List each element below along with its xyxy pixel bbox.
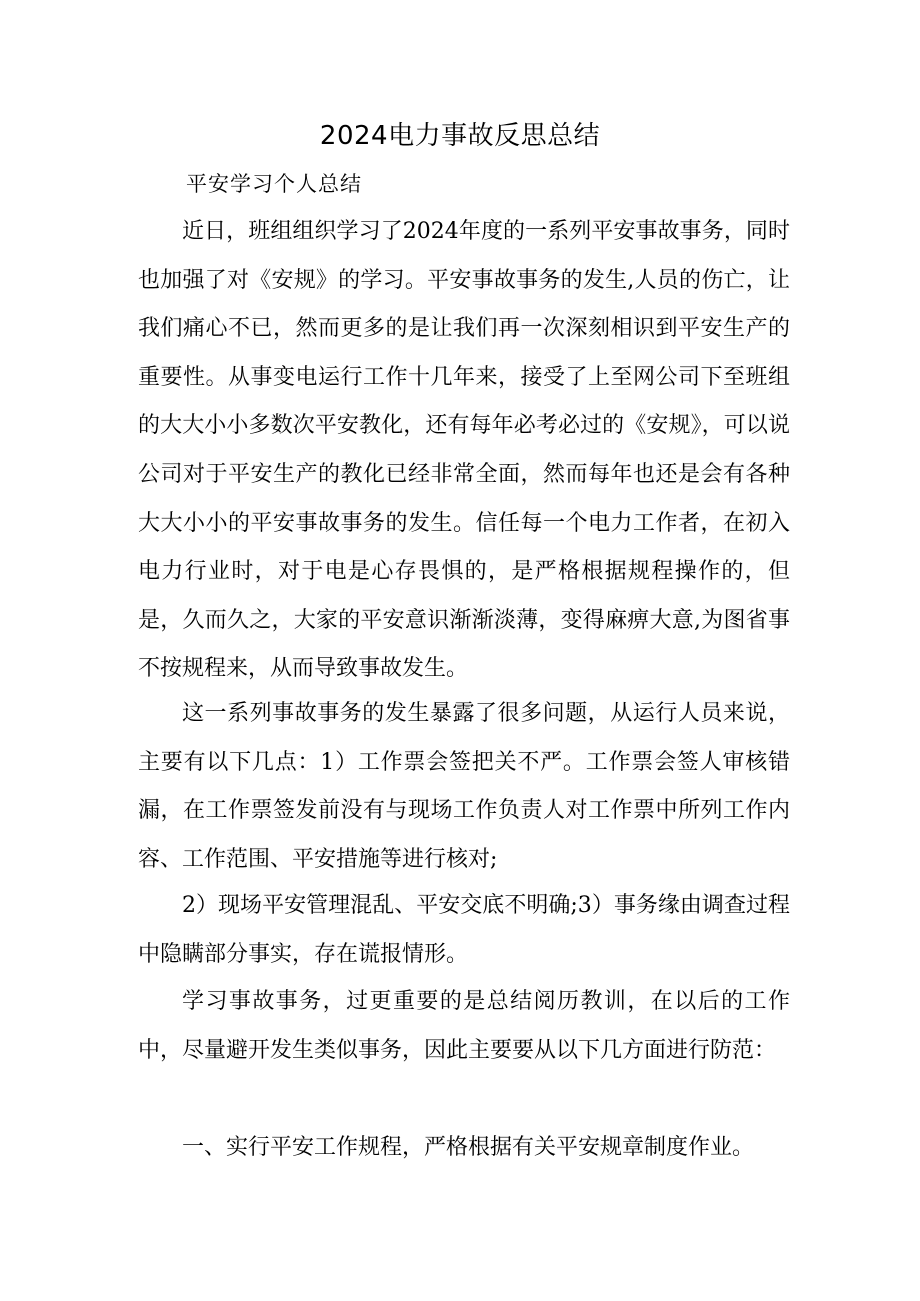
paragraph-5: 一、实行平安工作规程，严格根据有关平安规章制度作业。 bbox=[182, 1135, 755, 1160]
paragraph-1: 近日，班组组织学习了2024年度的一系列平安事故事务，同时也加强了对《安规》的学习。平安事故事务的发生,人员的伤亡，让我们痛心不已，然而更多的是让我们再一次深刻相识到平安生产的重要性。从事变电运行工作十几年来，接受了上至网公司下至班组的大大小小多数次平安教化，还有每年必考必过的《安规》，可以说公司对于平安生产的教化已经非常全面，然而每年也还是会有各种大大小小的平安事故事务的发生。信任每一个电力工作者，在初入电力行业时，对于电是心存畏惧的，是严格根据规程操作的，但是，久而久之，大家的平安意识渐渐淡薄，变得麻痹大意,为图省事不按规程来，从而导致事故发生。 bbox=[138, 219, 790, 682]
paragraph-2: 这一系列事故事务的发生暴露了很多问题，从运行人员来说，主要有以下几点：1）工作票会签把关不严。工作票会签人审核错漏，在工作票签发前没有与现场工作负责人对工作票中所列工作内容、工作范围、平安措施等进行核对; bbox=[138, 701, 790, 872]
document-title: 2024电力事故反思总结 bbox=[319, 121, 601, 151]
paragraph-3: 2）现场平安管理混乱、平安交底不明确;3）事务缘由调查过程中隐瞒部分事实，存在谎报情形。 bbox=[138, 893, 790, 967]
document-subtitle: 平安学习个人总结 bbox=[186, 172, 362, 196]
paragraph-4: 学习事故事务，过更重要的是总结阅历教训，在以后的工作中，尽量避开发生类似事务，因此主要要从以下几方面进行防范： bbox=[138, 989, 790, 1063]
